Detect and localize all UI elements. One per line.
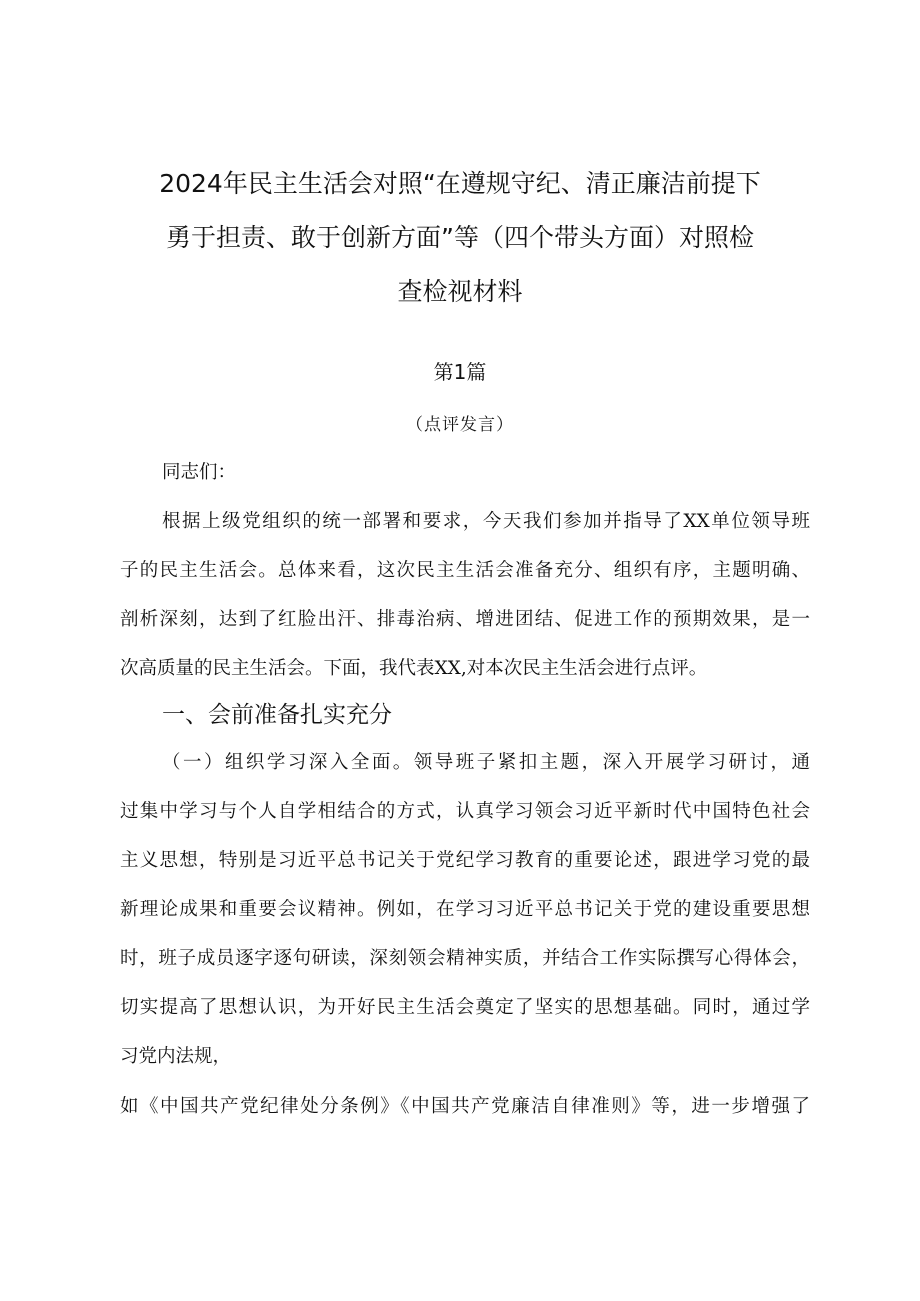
section-line-4: 新理论成果和重要会议精神。例如，在学习习近平总书记关于党的建设重要思想 [120,899,810,920]
section-line-1: （一）组织学习深入全面。领导班子紧扣主题，深入开展学习研讨，通 [162,752,810,773]
greeting: 同志们： [162,462,237,483]
section-line-2: 过集中学习与个人自学相结合的方式，认真学习领会习近平新时代中国特色社会 [120,801,810,822]
intro-line-1: 根据上级党组织的统一部署和要求，今天我们参加并指导了XX单位领导班 [162,511,810,532]
title-line-2: 勇于担责、敢于创新方面”等（四个带头方面）对照检 [166,223,754,252]
intro-line-2: 子的民主生活会。总体来看，这次民主生活会准备充分、组织有序，主题明确、 [120,560,810,581]
speech-type-note: （点评发言） [406,415,514,435]
section-heading: 一、会前准备扎实充分 [162,702,392,728]
document-title [110,157,810,319]
title-line-3: 查检视材料 [397,277,523,306]
intro-line-3: 剖析深刻，达到了红脸出汗、排毒治病、增进团结、促进工作的预期效果，是一 [120,609,810,630]
chapter-label: 第1篇 [433,360,487,384]
section-line-5: 时，班子成员逐字逐句研读，深刻领会精神实质，并结合工作实际撰写心得体会， [120,948,810,969]
section-line-3: 主义思想，特别是习近平总书记关于党纪学习教育的重要论述，跟进学习党的最 [120,850,810,871]
section-line-7: 习党内法规， [120,1046,232,1067]
title-line-1: 2024年民主生活会对照“在遵规守纪、清正廉洁前提下 [159,169,761,198]
section-line-8: 如《中国共产党纪律处分条例》《中国共产党廉洁自律准则》等，进一步增强了 [120,1096,810,1117]
section-line-6: 切实提高了思想认识，为开好民主生活会奠定了坚实的思想基础。同时，通过学 [120,997,810,1018]
intro-line-4: 次高质量的民主生活会。下面，我代表XX,对本次民主生活会进行点评。 [120,658,708,679]
